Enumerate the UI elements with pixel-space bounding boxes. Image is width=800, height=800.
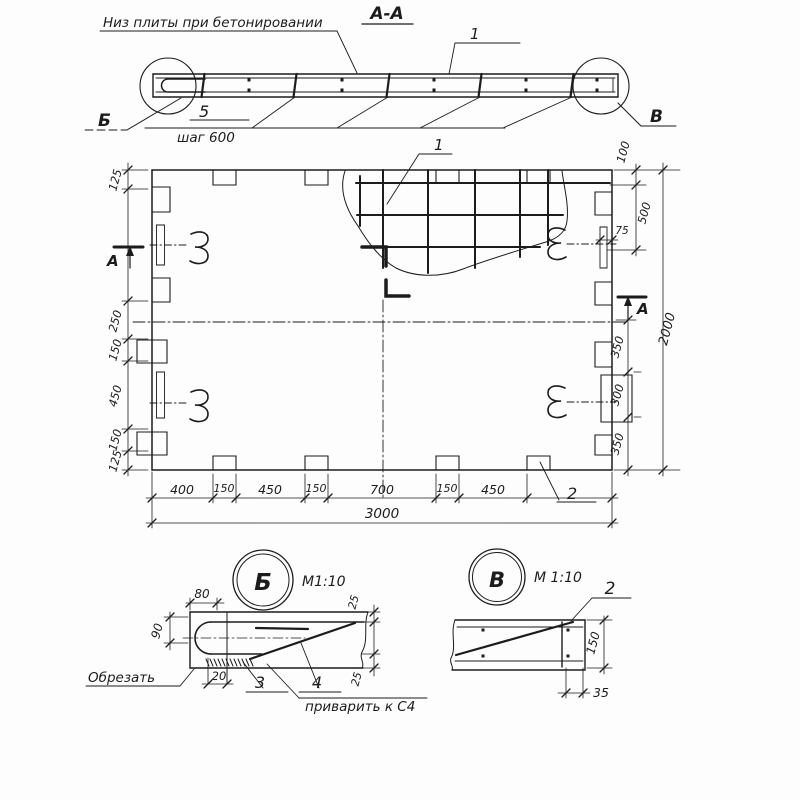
svg-text:20: 20 <box>211 669 227 683</box>
item-label-2-plan: 2 <box>567 484 578 503</box>
dim-total-height: 2000 <box>656 311 680 348</box>
svg-text:125: 125 <box>105 167 125 193</box>
item-label-1-plan: 1 <box>434 136 444 154</box>
break-line <box>361 612 368 668</box>
weld-hatch <box>206 659 253 666</box>
left-dim-labels <box>106 168 125 474</box>
svg-text:350: 350 <box>607 334 627 360</box>
dim-total-width: 3000 <box>364 506 400 522</box>
slab-section-body <box>153 74 618 97</box>
svg-text:25: 25 <box>348 670 365 688</box>
svg-text:700: 700 <box>370 482 394 497</box>
dim-offset-75: 75 <box>615 225 629 237</box>
mesh-break-boundary <box>343 171 568 275</box>
detail-b-scale: М1:10 <box>302 574 346 590</box>
detail-view-v <box>451 549 631 700</box>
svg-text:450: 450 <box>258 482 282 497</box>
svg-text:350: 350 <box>607 431 627 457</box>
note-weld: приварить к С4 <box>305 699 416 715</box>
section-marker-right <box>618 296 649 320</box>
svg-text:150: 150 <box>305 482 327 495</box>
section-view-aa <box>85 4 676 146</box>
svg-text:125: 125 <box>105 448 125 474</box>
section-title: А-А <box>370 4 404 24</box>
svg-text:90: 90 <box>148 621 166 641</box>
detail-v-body <box>451 620 585 670</box>
item-label-4: 4 <box>311 673 323 692</box>
svg-text:150: 150 <box>105 337 125 363</box>
note-cut: Обрезать <box>88 670 156 686</box>
item-label-5: 5 <box>199 102 210 121</box>
detail-b-title: Б <box>254 570 272 596</box>
item-label-3: 3 <box>254 673 266 692</box>
svg-text:35: 35 <box>593 685 609 700</box>
note-leader <box>337 31 357 73</box>
svg-text:80: 80 <box>194 587 210 601</box>
svg-text:А: А <box>637 300 649 318</box>
svg-text:250: 250 <box>105 308 125 334</box>
svg-text:450: 450 <box>105 383 125 409</box>
note-bottom-of-slab: Низ плиты при бетонировании <box>103 15 323 31</box>
plan-view <box>106 136 680 528</box>
break-line <box>451 620 455 670</box>
step-break-symbol <box>362 247 409 296</box>
callout-label-b: Б <box>98 111 111 131</box>
svg-text:25: 25 <box>345 593 362 611</box>
svg-text:450: 450 <box>481 482 505 497</box>
svg-text:150: 150 <box>583 630 603 656</box>
svg-text:150: 150 <box>213 482 235 495</box>
detail-v-title: В <box>488 568 506 592</box>
item-label-2-detail: 2 <box>604 579 616 599</box>
rebar-dots <box>248 79 599 92</box>
svg-text:А: А <box>107 252 119 270</box>
spacing-leaders <box>252 97 572 128</box>
section-marker-left <box>106 246 143 270</box>
detail-v-scale: М 1:10 <box>534 570 582 586</box>
detail-view-b <box>86 550 427 715</box>
left-dimensions <box>122 163 148 476</box>
svg-text:500: 500 <box>634 200 654 226</box>
bar-end-loop <box>162 79 205 92</box>
callout-label-v: В <box>650 107 663 127</box>
svg-text:400: 400 <box>170 482 194 497</box>
svg-text:150: 150 <box>436 482 458 495</box>
svg-text:300: 300 <box>607 382 627 408</box>
svg-text:100: 100 <box>613 139 633 165</box>
spacing-note: шаг 600 <box>177 130 235 146</box>
stirrup-ticks <box>202 74 574 97</box>
svg-text:150: 150 <box>105 427 125 453</box>
item-label-1-section: 1 <box>470 25 480 43</box>
left-edge-features <box>137 187 170 455</box>
mesh-bars <box>356 170 610 273</box>
